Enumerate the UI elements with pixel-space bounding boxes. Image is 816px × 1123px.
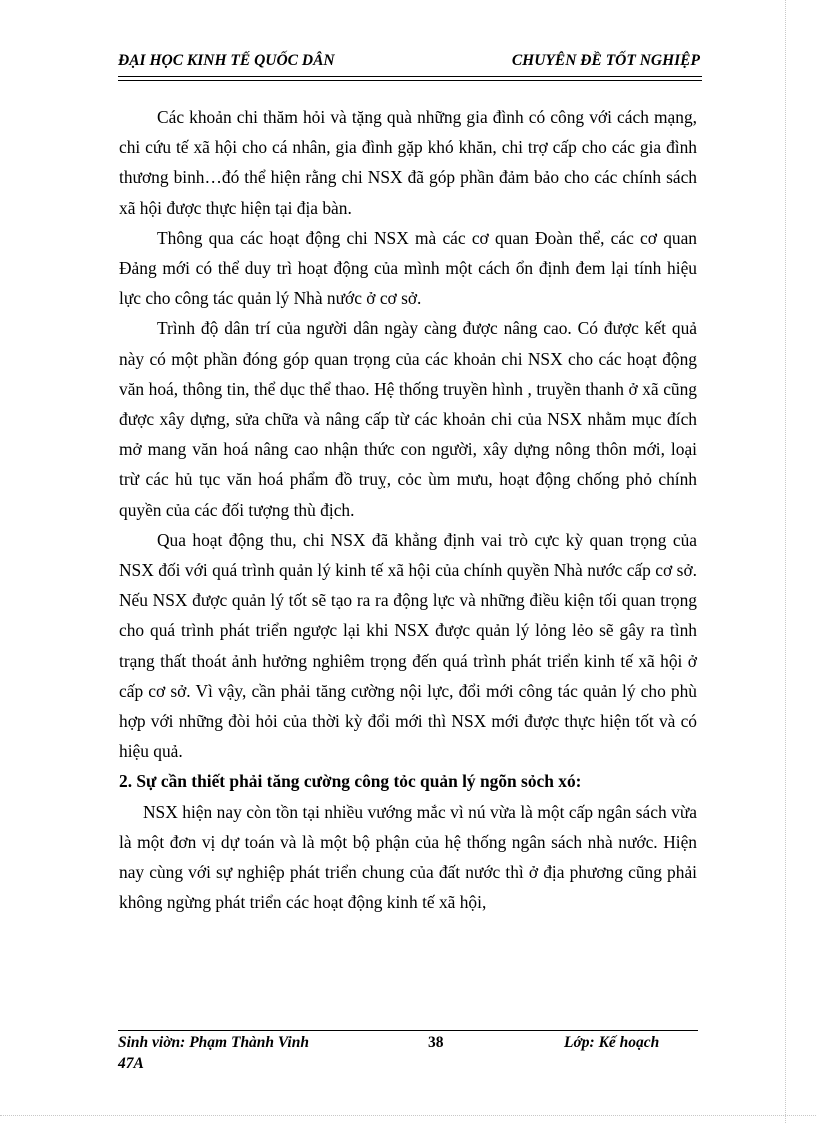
paragraph-education-culture: Trình độ dân trí của người dân ngày càng được nâng cao. Có được kết quả này có một phần đóng góp quan trọng của các khoản chi NSX cho các hoạt động văn hoá, thông tin, thể dục thể thao. Hệ thống truyền hình , truyền thanh ở xã cũng được xây dựng, sửa chữa và nâng cấp từ các khoản chi của NSX nhằm mục đích mở mang văn hoá nâng cao nhận thức con người, xây dựng nông thôn mới, loại trừ các hủ tục văn hoá phẩm đồ truỵ, cỏc ùm mưu, hoạt động chống phỏ chính quyền của các đối tượng thù địch. xyxy=(119,318,697,520)
paragraph-current-issues: NSX hiện nay còn tồn tại nhiều vướng mắc vì nú vừa là một cấp ngân sách vừa là một đơn vị dự toán và là một bộ phận của hệ thống ngân sách nhà nước. Hiện nay cùng với sự nghiệp phát triển chung của đất nước thì ở địa phương cũng phải không ngừng phát triển các hoạt động kinh tế xã hội, xyxy=(119,801,697,913)
page-number: 38 xyxy=(428,1034,444,1051)
page-edge-vertical xyxy=(785,0,786,1123)
section-heading: 2. Sự cần thiết phải tăng cường công tỏc quản lý ngõn sỏch xó: xyxy=(119,771,582,792)
page-header xyxy=(118,52,700,74)
paragraph-organizations: Thông qua các hoạt động chi NSX mà các cơ quan Đoàn thể, các cơ quan Đảng mới có thể duy trì hoạt động của mình một cách ổn định đem lại tính hiệu lực cho công tác quản lý Nhà nước ở cơ sở. xyxy=(119,227,697,309)
paragraph-social-spending: Các khoản chi thăm hỏi và tặng quà những gia đình có công với cách mạng, chi cứu tế xã hội cho cá nhân, gia đình gặp khó khăn, chi trợ cấp cho các gia đình thương binh…đó thể hiện rằng chi NSX đã góp phần đảm bảo cho các chính sách xã hội được thực hiện tại địa bàn. xyxy=(119,107,697,218)
footer-rule xyxy=(118,1030,698,1031)
page-edge-horizontal xyxy=(0,1115,816,1116)
footer-class: Lớp: Kế hoạch xyxy=(564,1034,660,1051)
page-footer xyxy=(118,1034,698,1078)
header-rule-thin xyxy=(118,80,702,81)
header-doc-type: CHUYÊN ĐỀ TỐT NGHIỆP xyxy=(511,52,700,69)
header-university: ĐẠI HỌC KINH TẾ QUỐC DÂN xyxy=(118,52,335,69)
document-body xyxy=(119,102,697,917)
header-rule-thick xyxy=(118,76,702,77)
paragraph-role-of-nsx: Qua hoạt động thu, chi NSX đã khẳng định vai trò cực kỳ quan trọng của NSX đối với quá trình quản lý kinh tế xã hội của chính quyền Nhà nước cấp cơ sở. Nếu NSX được quản lý tốt sẽ tạo ra ra động lực và những điều kiện tối quan trọng cho quá trình phát triển ngược lại khi NSX được quản lý lỏng lẻo sẽ gây ra tình trạng thất thoát ảnh hưởng nghiêm trọng đến quá trình phát triển kinh tế xã hội ở cấp cơ sở. Vì vậy, cần phải tăng cường nội lực, đổi mới công tác quản lý cho phù hợp với những đòi hỏi của thời kỳ đổi mới thì NSX mới được thực hiện tốt và có hiệu quả. xyxy=(119,529,697,762)
footer-course: 47A xyxy=(118,1055,144,1072)
footer-student: Sinh viờn: Phạm Thành Vinh xyxy=(118,1034,309,1051)
